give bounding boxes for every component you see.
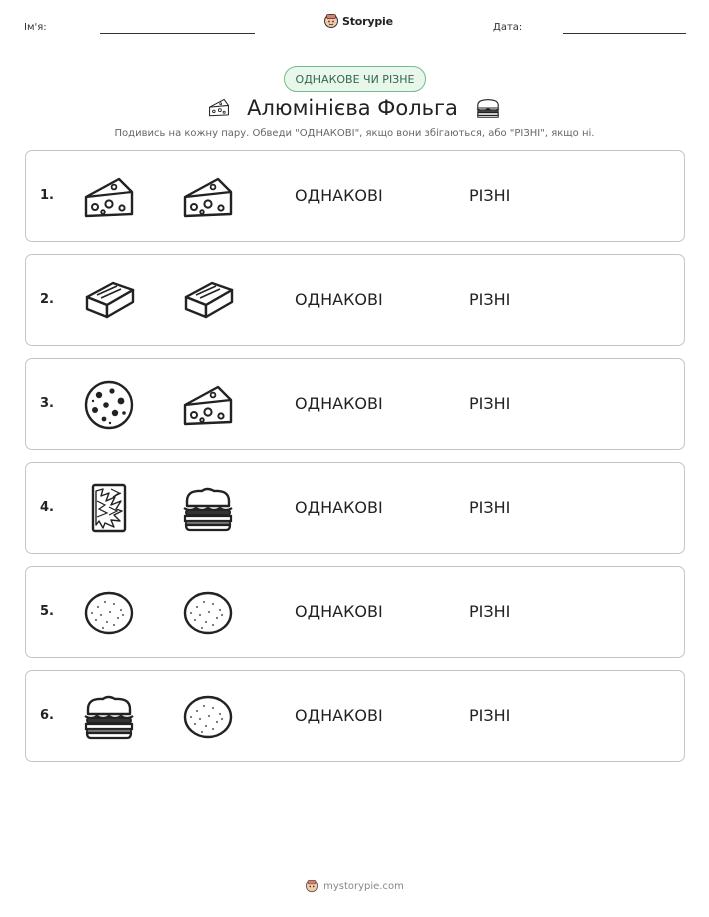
same-option[interactable]: ОДНАКОВІ <box>295 290 383 309</box>
storypie-logo <box>323 13 393 29</box>
different-option[interactable]: РІЗНІ <box>469 706 511 725</box>
sandwich-icon <box>81 689 137 745</box>
storypie-mascot-icon <box>305 879 319 893</box>
title-row <box>0 94 709 122</box>
different-option[interactable]: РІЗНІ <box>469 498 511 517</box>
question-row-5 <box>25 566 685 658</box>
page-title: Алюмінієва Фольга <box>247 96 458 120</box>
potato-icon <box>180 689 236 745</box>
question-row-4 <box>25 462 685 554</box>
same-option[interactable]: ОДНАКОВІ <box>295 602 383 621</box>
sandwich-icon <box>180 481 236 537</box>
butter-icon <box>180 273 236 329</box>
name-label: Ім'я: <box>24 22 47 33</box>
question-row-1 <box>25 150 685 242</box>
worksheet-type-badge: ОДНАКОВЕ ЧИ РІЗНЕ <box>284 66 426 92</box>
logo-text: Storypie <box>342 14 393 28</box>
footer <box>0 879 709 893</box>
name-line[interactable] <box>100 33 255 34</box>
cookie-icon <box>81 377 137 433</box>
same-option[interactable]: ОДНАКОВІ <box>295 186 383 205</box>
question-row-3 <box>25 358 685 450</box>
row-number: 2. <box>40 292 54 307</box>
different-option[interactable]: РІЗНІ <box>469 602 511 621</box>
row-number: 5. <box>40 604 54 619</box>
different-option[interactable]: РІЗНІ <box>469 394 511 413</box>
row-number: 1. <box>40 188 54 203</box>
date-label: Дата: <box>493 22 523 33</box>
same-option[interactable]: ОДНАКОВІ <box>295 498 383 517</box>
different-option[interactable]: РІЗНІ <box>469 290 511 309</box>
question-row-6 <box>25 670 685 762</box>
butter-icon <box>81 273 137 329</box>
potato-icon <box>81 585 137 641</box>
cheese-icon <box>205 96 233 120</box>
instructions: Подивись на кожну пару. Обведи "ОДНАКОВІ", якщо вони збігаються, або "РІЗНІ", якщо ні. <box>114 128 595 139</box>
question-row-2 <box>25 254 685 346</box>
foil-sheet-icon <box>81 481 137 537</box>
row-number: 4. <box>40 500 54 515</box>
cheese-icon <box>81 169 137 225</box>
footer-site: mystorypie.com <box>323 880 404 892</box>
cheese-icon <box>180 377 236 433</box>
sandwich-icon <box>472 95 504 121</box>
row-number: 6. <box>40 708 54 723</box>
cheese-icon <box>180 169 236 225</box>
same-option[interactable]: ОДНАКОВІ <box>295 706 383 725</box>
row-number: 3. <box>40 396 54 411</box>
same-option[interactable]: ОДНАКОВІ <box>295 394 383 413</box>
storypie-mascot-icon <box>323 13 339 29</box>
date-line[interactable] <box>563 33 686 34</box>
different-option[interactable]: РІЗНІ <box>469 186 511 205</box>
potato-icon <box>180 585 236 641</box>
